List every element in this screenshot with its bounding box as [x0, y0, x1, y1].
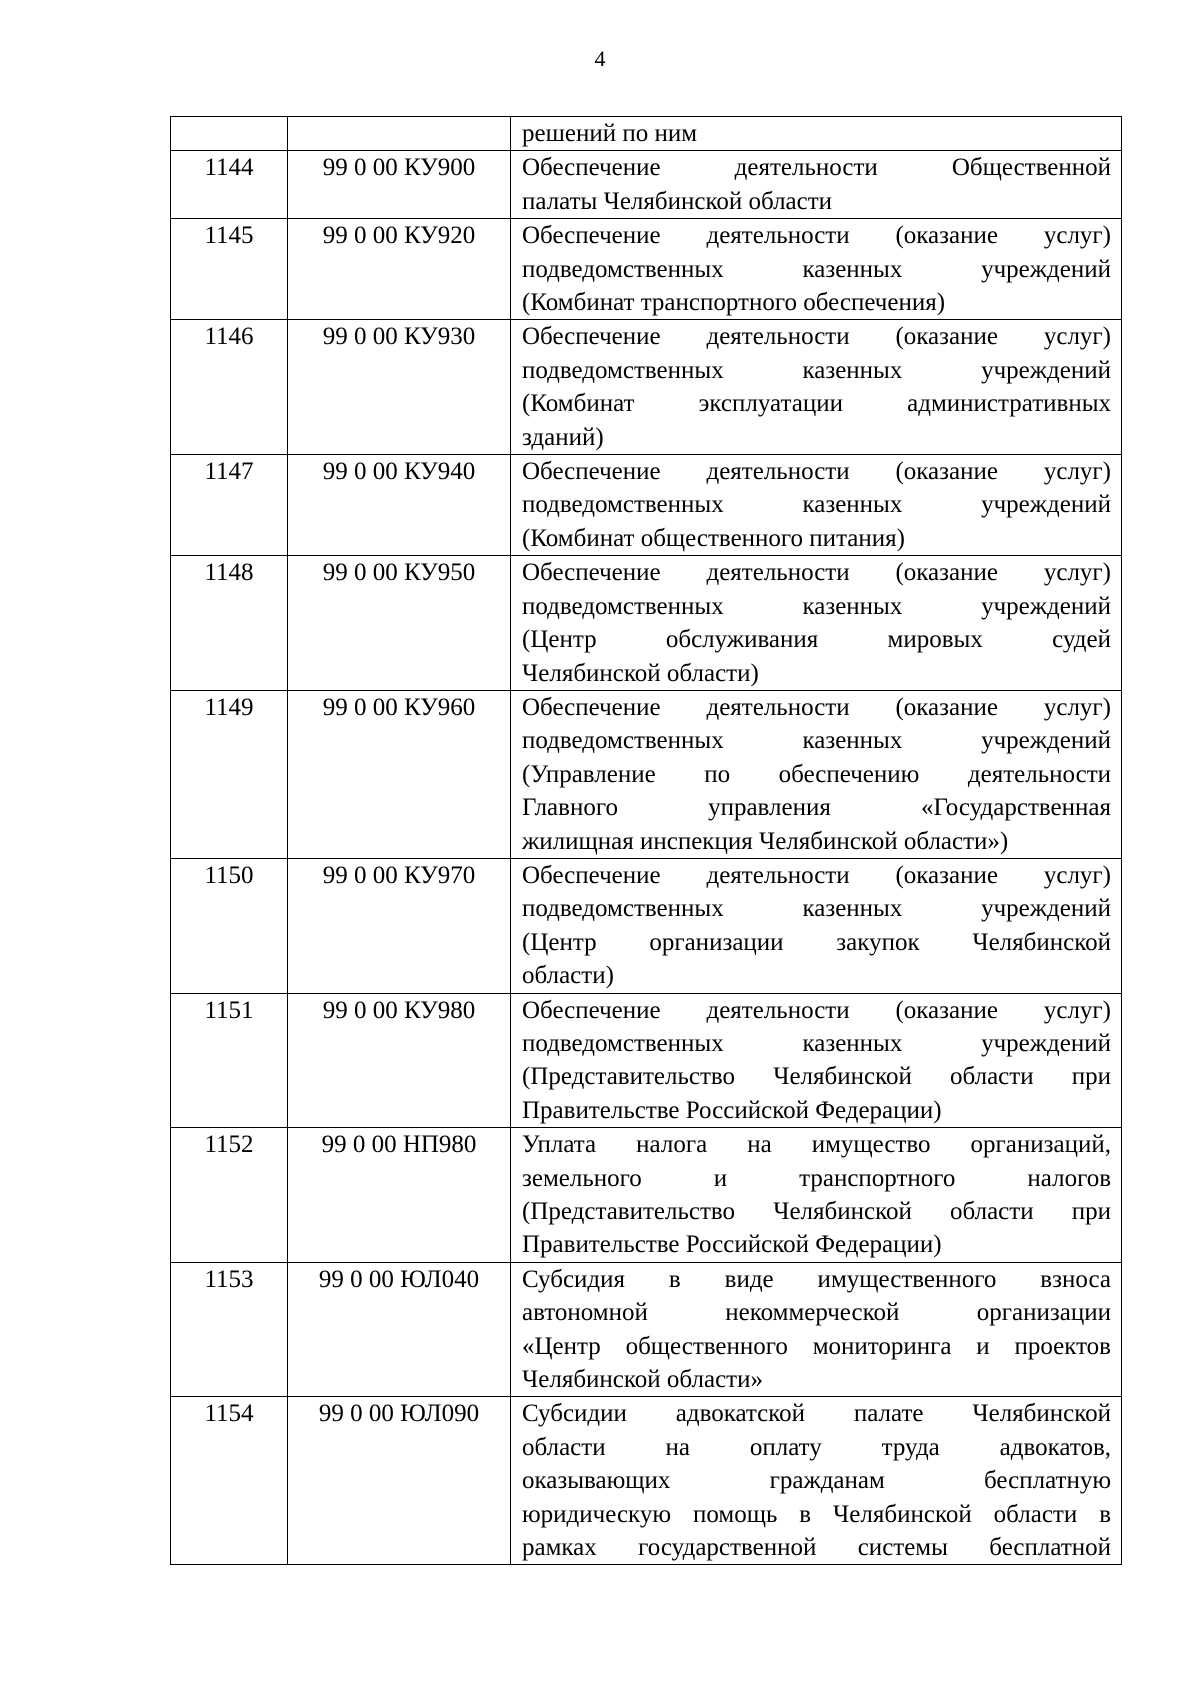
- row-number: 1145: [171, 219, 288, 320]
- row-number: 1153: [171, 1262, 288, 1397]
- description-line: подведомственных казенных учреждений: [522, 895, 1111, 923]
- description-line: Обеспечение деятельности (оказание услуг): [522, 861, 1111, 889]
- description-line: (Представительство Челябинской области при: [522, 1198, 1111, 1225]
- row-description: [511, 320, 1122, 455]
- row-code: 99 0 00 КУ950: [288, 556, 511, 691]
- description-line: подведомственных казенных учреждений: [522, 491, 1111, 519]
- description-line: решений по ним: [522, 120, 698, 147]
- description-line: подведомственных казенных учреждений: [522, 592, 1111, 620]
- description-line: Субсидия в виде имущественного взноса: [522, 1265, 1111, 1293]
- row-description: [511, 1397, 1122, 1565]
- row-number: 1152: [171, 1128, 288, 1263]
- row-number: 1150: [171, 858, 288, 993]
- row-description: [511, 1128, 1122, 1263]
- description-line: Челябинской области): [522, 659, 759, 687]
- description-line: Обеспечение деятельности Общественной: [522, 154, 1111, 182]
- description-line: оказывающих гражданам бесплатную: [522, 1467, 1111, 1495]
- row-description: [511, 858, 1122, 993]
- row-code: 99 0 00 КУ920: [288, 219, 511, 320]
- row-code: 99 0 00 КУ970: [288, 858, 511, 993]
- table-row: [171, 556, 1122, 691]
- row-description: [511, 556, 1122, 691]
- description-line: зданий): [522, 423, 604, 451]
- description-line: Обеспечение деятельности (оказание услуг): [522, 458, 1111, 486]
- table-row: [171, 320, 1122, 455]
- row-description: [511, 993, 1122, 1128]
- page-number: 4: [594, 46, 606, 71]
- description-line: (Представительство Челябинской области при: [522, 1063, 1111, 1091]
- row-code: 99 0 00 КУ960: [288, 690, 511, 858]
- description-line: Обеспечение деятельности (оказание услуг): [522, 222, 1111, 250]
- description-line: Обеспечение деятельности (оказание услуг): [522, 693, 1111, 721]
- description-line: (Центр организации закупок Челябинской: [522, 928, 1111, 956]
- description-line: Уплата налога на имущество организаций,: [522, 1131, 1111, 1159]
- description-line: Челябинской области»: [522, 1366, 763, 1394]
- row-number: [171, 117, 288, 151]
- table-row: [171, 117, 1122, 151]
- row-number: 1151: [171, 993, 288, 1128]
- description-line: (Комбинат эксплуатации административных: [522, 390, 1111, 418]
- description-line: подведомственных казенных учреждений: [522, 727, 1111, 755]
- table-row: [171, 1128, 1122, 1263]
- row-code: 99 0 00 ЮЛ090: [288, 1397, 511, 1565]
- row-number: 1154: [171, 1397, 288, 1565]
- description-line: подведомственных казенных учреждений: [522, 356, 1111, 384]
- description-line: «Центр общественного мониторинга и проектов: [522, 1332, 1111, 1360]
- description-line: подведомственных казенных учреждений: [522, 255, 1111, 283]
- description-line: Правительстве Российской Федерации): [522, 1096, 942, 1124]
- description-line: жилищная инспекция Челябинской области»): [522, 827, 1009, 855]
- row-code: 99 0 00 КУ980: [288, 993, 511, 1128]
- table-row: [171, 993, 1122, 1128]
- description-line: Обеспечение деятельности (оказание услуг): [522, 996, 1111, 1024]
- row-code: 99 0 00 ЮЛ040: [288, 1262, 511, 1397]
- description-line: (Центр обслуживания мировых судей: [522, 626, 1111, 654]
- table-row: [171, 1262, 1122, 1397]
- description-line: Субсидии адвокатской палате Челябинской: [522, 1400, 1111, 1428]
- row-description: [511, 690, 1122, 858]
- description-line: области): [522, 962, 614, 990]
- description-line: области на оплату труда адвокатов,: [522, 1433, 1111, 1461]
- table-body: [171, 117, 1122, 1565]
- row-number: 1148: [171, 556, 288, 691]
- description-line: автономной некоммерческой организации: [522, 1299, 1111, 1327]
- table-row: [171, 690, 1122, 858]
- description-line: (Комбинат транспортного обеспечения): [522, 289, 946, 317]
- description-line: (Комбинат общественного питания): [522, 524, 905, 552]
- description-line: (Управление по обеспечению деятельности: [522, 760, 1111, 788]
- description-line: подведомственных казенных учреждений: [522, 1029, 1111, 1057]
- row-description: [511, 219, 1122, 320]
- row-number: 1144: [171, 151, 288, 219]
- row-number: 1146: [171, 320, 288, 455]
- description-line: Главного управления «Государственная: [522, 794, 1111, 822]
- row-code: 99 0 00 КУ930: [288, 320, 511, 455]
- row-code: 99 0 00 КУ940: [288, 455, 511, 556]
- row-description: [511, 455, 1122, 556]
- description-line: юридическую помощь в Челябинской области в: [522, 1500, 1111, 1528]
- description-line: Правительстве Российской Федерации): [522, 1231, 942, 1259]
- table-row: [171, 858, 1122, 993]
- row-description: [511, 117, 1122, 151]
- description-line: Обеспечение деятельности (оказание услуг): [522, 559, 1111, 587]
- row-description: [511, 1262, 1122, 1397]
- table-row: [171, 1397, 1122, 1565]
- table-row: [171, 219, 1122, 320]
- description-line: земельного и транспортного налогов: [522, 1164, 1111, 1192]
- table-row: [171, 151, 1122, 219]
- row-description: [511, 151, 1122, 219]
- description-line: палаты Челябинской области: [522, 187, 833, 215]
- description-line: рамках государственной системы бесплатной: [522, 1534, 1111, 1562]
- row-code: 99 0 00 НП980: [288, 1128, 511, 1263]
- code-table: [170, 116, 1122, 1565]
- row-number: 1147: [171, 455, 288, 556]
- row-code: [288, 117, 511, 151]
- table-row: [171, 455, 1122, 556]
- description-line: Обеспечение деятельности (оказание услуг): [522, 323, 1111, 351]
- row-number: 1149: [171, 690, 288, 858]
- row-code: 99 0 00 КУ900: [288, 151, 511, 219]
